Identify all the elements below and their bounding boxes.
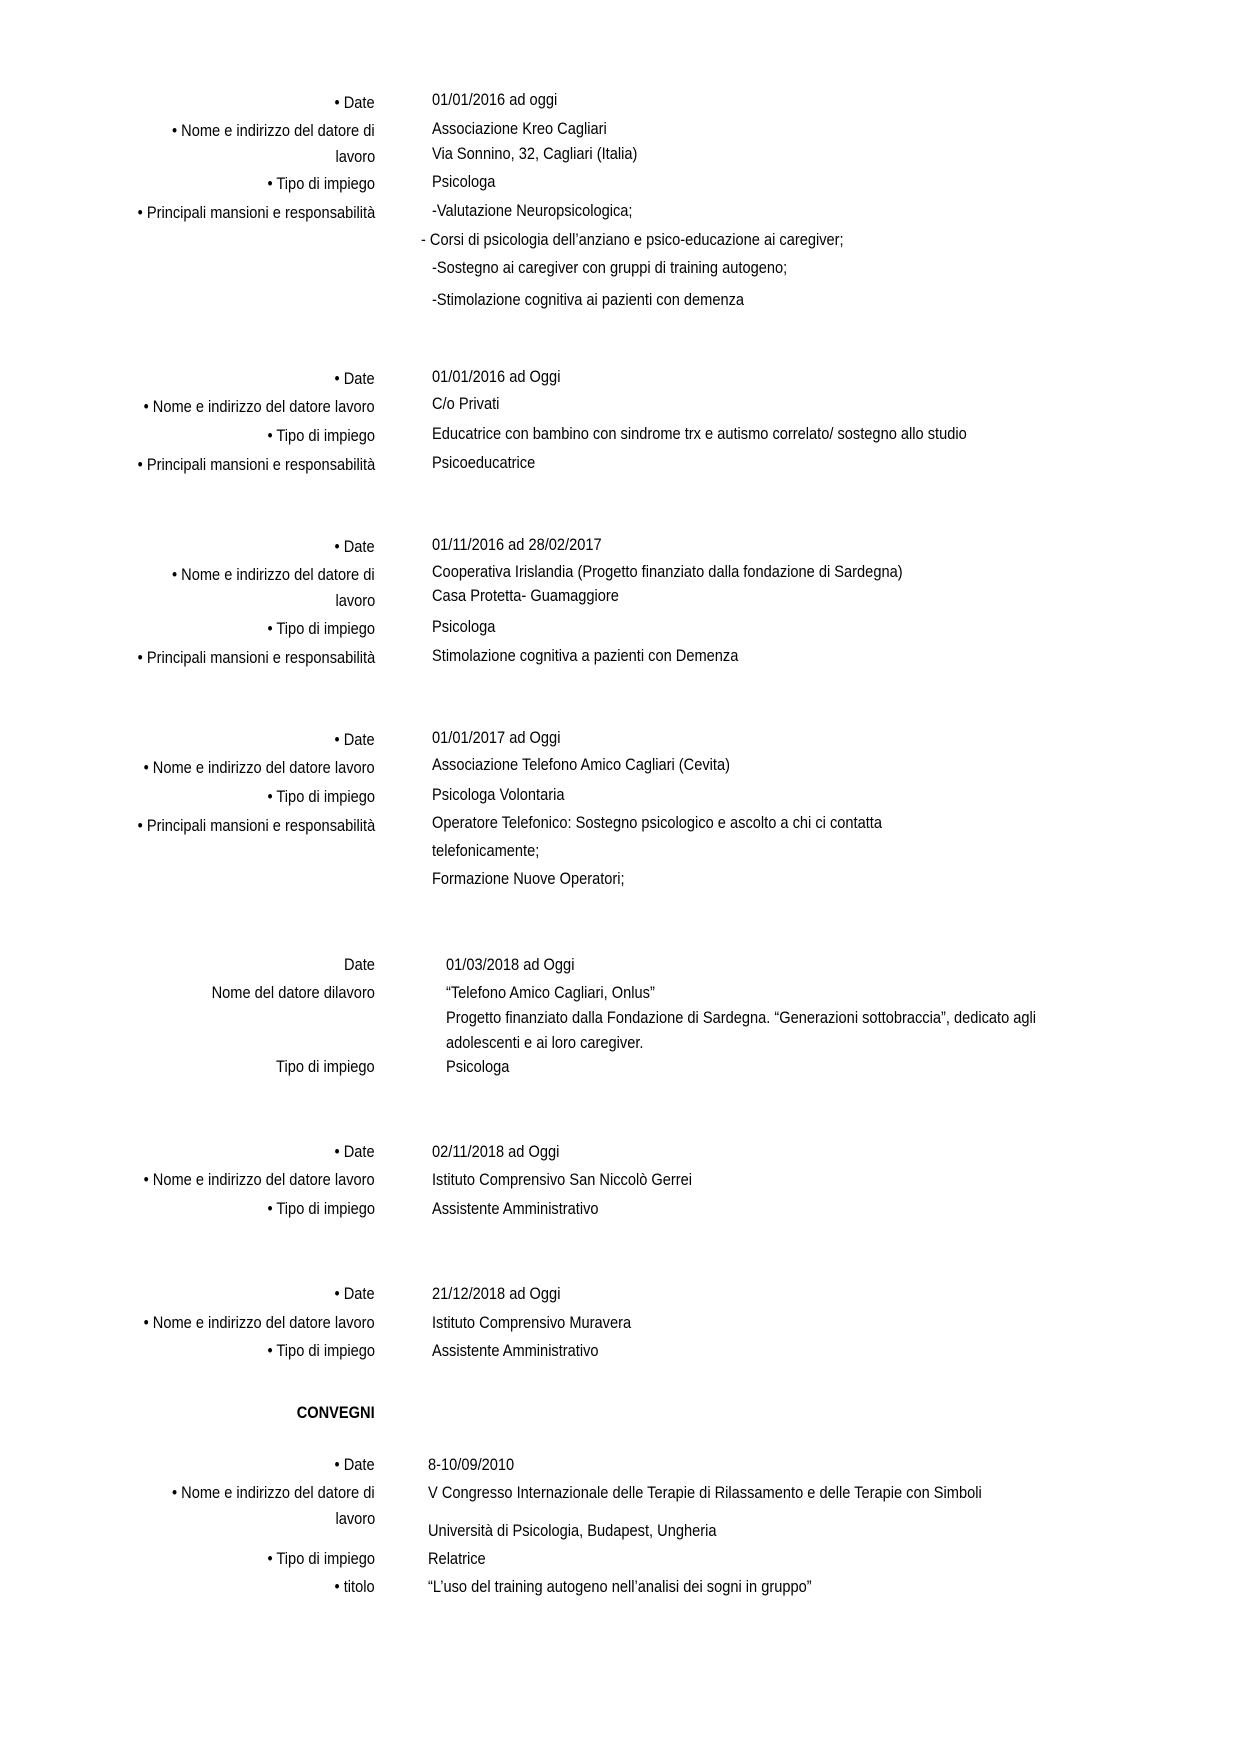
employer-project-cont: adolescenti e ai loro caregiver. (446, 1033, 644, 1052)
employer-project: Progetto finanziato dalla Fondazione di Sardegna. “Generazioni sottobraccia”, dedicato agli (446, 1008, 1037, 1027)
duties-label: • Principali mansioni e responsabilità (137, 648, 375, 667)
employer-label-cont: lavoro (335, 147, 375, 166)
type-value: Assistente Amministrativo (432, 1341, 599, 1360)
date-value: 01/01/2016 ad oggi (432, 90, 558, 109)
type-value: Psicologa Volontaria (432, 785, 565, 804)
duty-item: -Stimolazione cognitiva ai pazienti con demenza (432, 290, 745, 309)
date-value: 01/11/2016 ad 28/02/2017 (432, 535, 602, 554)
employer-label: • Nome e indirizzo del datore di (172, 565, 375, 584)
employer-label: • Nome e indirizzo del datore lavoro (143, 397, 375, 416)
type-value: Relatrice (428, 1549, 486, 1568)
type-label: Tipo di impiego (276, 1057, 375, 1076)
employer-value: “Telefono Amico Cagliari, Onlus” (446, 983, 655, 1002)
section-heading: CONVEGNI (297, 1403, 375, 1422)
date-value: 8-10/09/2010 (428, 1455, 515, 1474)
date-label: • Date (334, 730, 375, 749)
date-label: • Date (334, 1455, 375, 1474)
type-label: • Tipo di impiego (267, 1341, 375, 1360)
type-value: Psicologa (432, 617, 496, 636)
type-label: • Tipo di impiego (267, 619, 375, 638)
duty-item: -Valutazione Neuropsicologica; (432, 201, 633, 220)
employer-label: • Nome e indirizzo del datore lavoro (143, 1170, 375, 1189)
type-label: • Tipo di impiego (267, 426, 375, 445)
type-value: Psicologa (432, 172, 496, 191)
type-label: • Tipo di impiego (267, 1199, 375, 1218)
employer-value: Associazione Kreo Cagliari (432, 119, 607, 138)
title-label: • titolo (334, 1577, 375, 1596)
employer-value: Associazione Telefono Amico Cagliari (Cevita) (432, 755, 730, 774)
employer-value: Istituto Comprensivo San Niccolò Gerrei (432, 1170, 693, 1189)
duty-item: -Sostegno ai caregiver con gruppi di training autogeno; (432, 258, 788, 277)
date-value: 01/01/2017 ad Oggi (432, 728, 561, 747)
date-label: • Date (334, 369, 375, 388)
date-value: 01/03/2018 ad Oggi (446, 955, 575, 974)
employer-label: • Nome e indirizzo del datore lavoro (143, 758, 375, 777)
employer-label: • Nome e indirizzo del datore di (172, 1483, 375, 1502)
date-label: • Date (334, 1284, 375, 1303)
date-value: 02/11/2018 ad Oggi (432, 1142, 560, 1161)
date-label: • Date (334, 537, 375, 556)
employer-value: Cooperativa Irislandia (Progetto finanziato dalla fondazione di Sardegna) (432, 562, 903, 581)
duty-item: Stimolazione cognitiva a pazienti con Demenza (432, 646, 739, 665)
date-value: 21/12/2018 ad Oggi (432, 1284, 561, 1303)
employer-value: C/o Privati (432, 394, 500, 413)
type-label: • Tipo di impiego (267, 174, 375, 193)
congress-name: V Congresso Internazionale delle Terapie di Rilassamento e delle Terapie con Simboli (428, 1483, 982, 1502)
type-value: Educatrice con bambino con sindrome trx e autismo correlato/ sostegno allo studio (432, 424, 967, 443)
date-label: • Date (334, 93, 375, 112)
type-label: • Tipo di impiego (267, 787, 375, 806)
date-label: • Date (334, 1142, 375, 1161)
type-value: Assistente Amministrativo (432, 1199, 599, 1218)
talk-title: “L’uso del training autogeno nell’analisi dei sogni in gruppo” (428, 1577, 812, 1596)
congress-venue: Università di Psicologia, Budapest, Ungheria (428, 1521, 717, 1540)
employer-label-cont: lavoro (335, 591, 375, 610)
duty-item: Operatore Telefonico: Sostegno psicologico e ascolto a chi ci contatta (432, 813, 882, 832)
employer-label: Nome del datore dilavoro (211, 983, 375, 1002)
duty-item: - Corsi di psicologia dell’anziano e psico-educazione ai caregiver; (421, 230, 844, 249)
type-value: Psicologa (446, 1057, 510, 1076)
employer-address: Via Sonnino, 32, Cagliari (Italia) (432, 144, 638, 163)
duty-item: Formazione Nuove Operatori; (432, 869, 625, 888)
employer-label: • Nome e indirizzo del datore lavoro (143, 1313, 375, 1332)
duty-item: telefonicamente; (432, 841, 540, 860)
duties-label: • Principali mansioni e responsabilità (137, 203, 375, 222)
date-label: Date (344, 955, 375, 974)
duty-item: Psicoeducatrice (432, 453, 536, 472)
date-value: 01/01/2016 ad Oggi (432, 367, 561, 386)
type-label: • Tipo di impiego (267, 1549, 375, 1568)
employer-label: • Nome e indirizzo del datore di (172, 121, 375, 140)
employer-address: Casa Protetta- Guamaggiore (432, 586, 619, 605)
duties-label: • Principali mansioni e responsabilità (137, 455, 375, 474)
duties-label: • Principali mansioni e responsabilità (137, 816, 375, 835)
employer-value: Istituto Comprensivo Muravera (432, 1313, 632, 1332)
employer-label-cont: lavoro (335, 1509, 375, 1528)
